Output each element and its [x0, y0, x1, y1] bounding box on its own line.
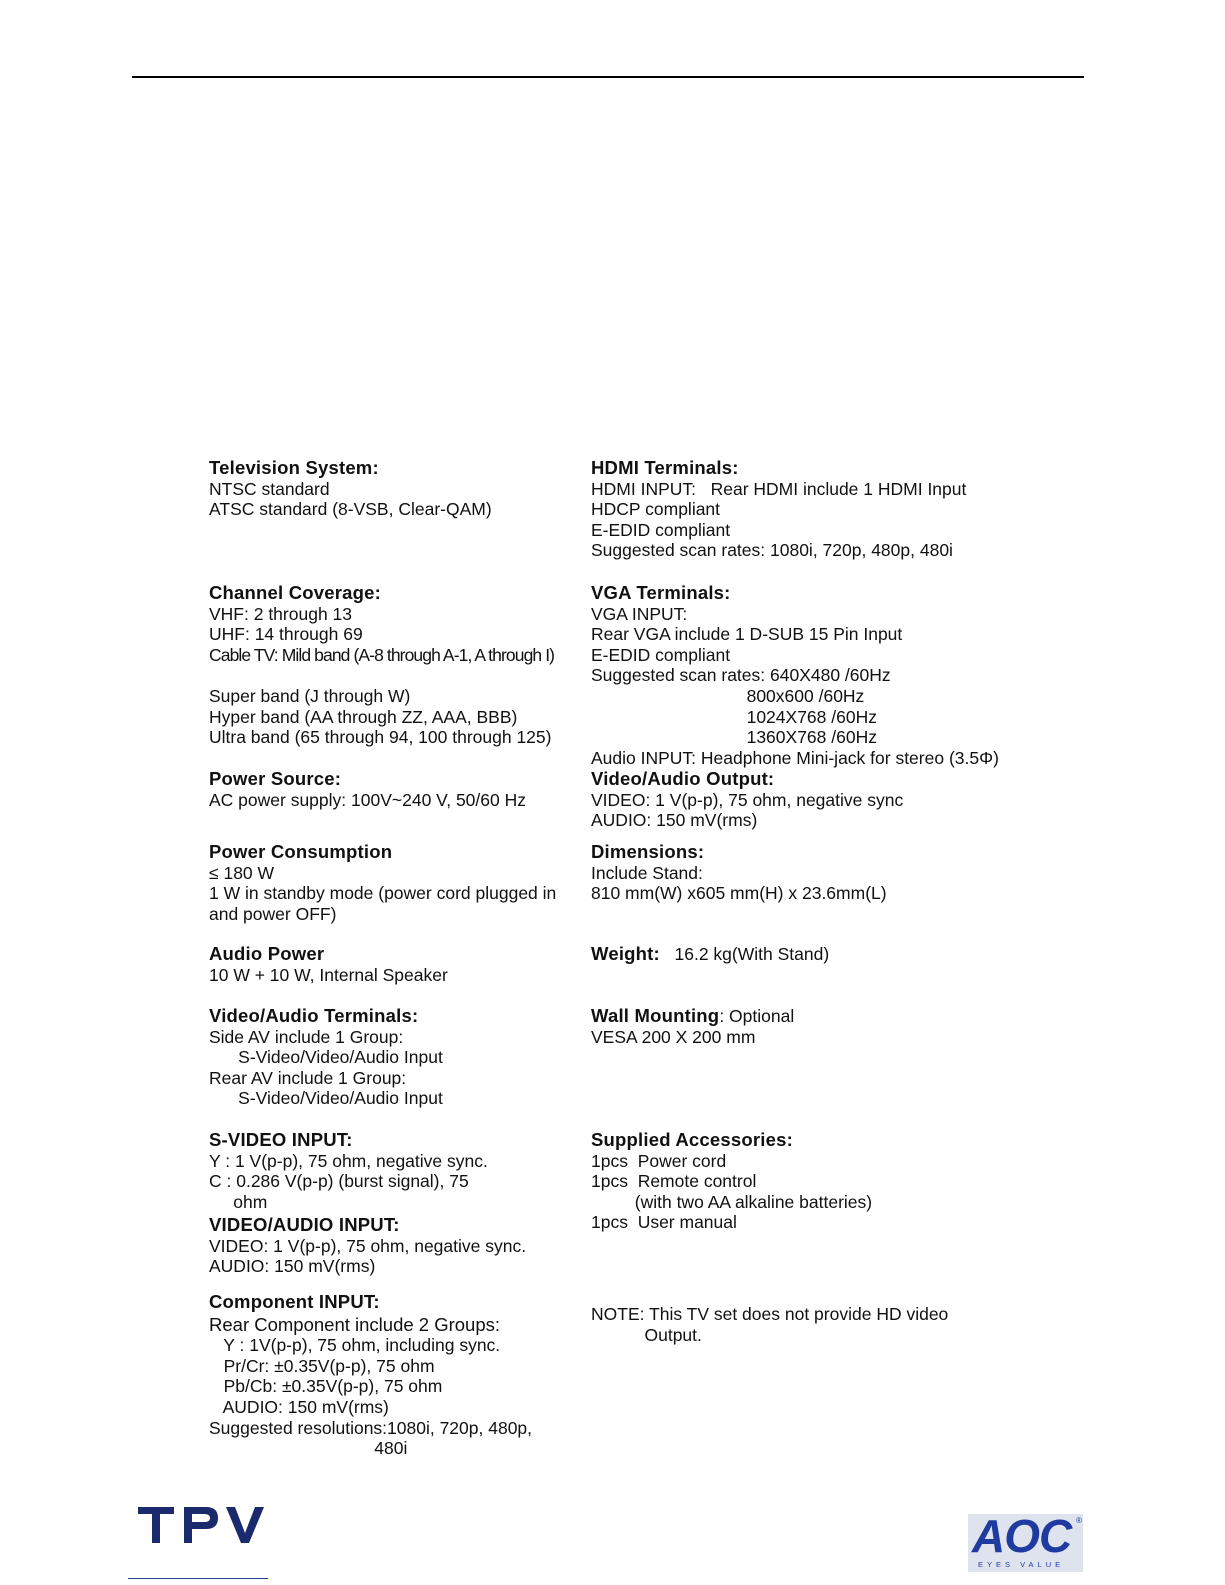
spec-line: Cable TV: Mild band (A-8 through A-1, A through I) [209, 644, 555, 665]
spec-line: AUDIO: 150 mV(rms) [209, 1256, 376, 1277]
dimensions-section [591, 842, 1091, 904]
spec-line: Pr/Cr: ±0.35V(p-p), 75 ohm [209, 1355, 435, 1376]
note-section [591, 1304, 1091, 1345]
spec-line: AC power supply: 100V~240 V, 50/60 Hz [209, 789, 526, 810]
spec-line: VIDEO: 1 V(p-p), 75 ohm, negative sync [591, 789, 904, 810]
spec-line: HDCP compliant [591, 499, 721, 520]
spec-line: 810 mm(W) x605 mm(H) x 23.6mm(L) [591, 883, 887, 904]
wall-mounting-section [591, 1006, 1091, 1047]
video-audio-terminals-heading: Video/Audio Terminals: [209, 1005, 419, 1026]
note-line: Output. [591, 1324, 702, 1345]
spec-line: 1pcs User manual [591, 1212, 737, 1233]
television-system-section [209, 458, 589, 520]
spec-line: (with two AA alkaline batteries) [591, 1191, 873, 1212]
spec-line: VIDEO: 1 V(p-p), 75 ohm, negative sync. [209, 1235, 527, 1256]
note-line: NOTE: This TV set does not provide HD video [591, 1304, 949, 1324]
spec-line: 1pcs Power cord [591, 1150, 727, 1171]
s-video-input-heading: S-VIDEO INPUT: [209, 1129, 353, 1150]
spec-line: 1pcs Remote control [591, 1171, 757, 1192]
spec-line: NTSC standard [209, 478, 330, 499]
spec-line: Rear Component include 2 Groups: [209, 1313, 501, 1335]
spec-line: S-Video/Video/Audio Input [209, 1047, 443, 1068]
spec-line: VHF: 2 through 13 [209, 603, 352, 624]
supplied-accessories-section [591, 1130, 1091, 1233]
spec-line: ATSC standard (8-VSB, Clear-QAM) [209, 499, 492, 520]
spec-line: Hyper band (AA through ZZ, AAA, BBB) [209, 706, 518, 727]
spec-line: Side AV include 1 Group: [209, 1026, 404, 1047]
spec-line: 1360X768 /60Hz [591, 727, 877, 748]
spec-line: E-EDID compliant [591, 644, 731, 665]
spec-line: 1 W in standby mode (power cord plugged in [209, 883, 557, 904]
spec-line: Y : 1V(p-p), 75 ohm, including sync. [209, 1335, 501, 1356]
spec-line: HDMI INPUT: Rear HDMI include 1 HDMI Input [591, 478, 967, 499]
video-audio-input-heading: VIDEO/AUDIO INPUT: [209, 1214, 400, 1235]
dimensions-heading: Dimensions: [591, 841, 705, 862]
spec-line: Suggested scan rates: 1080i, 720p, 480p, 480i [591, 540, 953, 561]
spec-line: Ultra band (65 through 94, 100 through 125) [209, 727, 552, 748]
power-source-heading: Power Source: [209, 768, 342, 789]
video-audio-input-section [209, 1215, 589, 1277]
tpv-logo [138, 1505, 268, 1549]
spec-line: Super band (J through W) [209, 685, 411, 706]
power-consumption-section [209, 842, 589, 924]
spec-line: AUDIO: 150 mV(rms) [209, 1396, 389, 1417]
spec-line: E-EDID compliant [591, 519, 731, 540]
video-audio-terminals-section [209, 1006, 589, 1109]
spec-line: ohm [209, 1191, 268, 1212]
hdmi-terminals-heading: HDMI Terminals: [591, 457, 739, 478]
tpv-underline [128, 1578, 268, 1579]
registered-mark: ® [1076, 1516, 1082, 1525]
weight-value: 16.2 kg(With Stand) [674, 944, 830, 964]
component-input-section [209, 1292, 589, 1459]
spec-line: Suggested resolutions:1080i, 720p, 480p, [209, 1417, 533, 1438]
spec-line: Pb/Cb: ±0.35V(p-p), 75 ohm [209, 1376, 443, 1397]
channel-coverage-section [209, 583, 589, 748]
power-consumption-heading: Power Consumption [209, 841, 393, 862]
spec-line: Audio INPUT: Headphone Mini-jack for stereo (3.5Φ) [591, 747, 999, 768]
channel-coverage-heading: Channel Coverage: [209, 582, 381, 603]
spec-line: VGA INPUT: [591, 603, 688, 624]
spec-line: VESA 200 X 200 mm [591, 1026, 756, 1047]
spec-line: 480i [209, 1438, 408, 1459]
spec-line: ≤ 180 W [209, 862, 275, 883]
spec-line: Include Stand: [591, 862, 703, 883]
spec-line: Rear AV include 1 Group: [209, 1067, 407, 1088]
spec-line [209, 665, 589, 686]
vga-terminals-heading: VGA Terminals: [591, 582, 731, 603]
spec-line: Y : 1 V(p-p), 75 ohm, negative sync. [209, 1150, 488, 1171]
wall-mounting-value: : Optional [719, 1006, 795, 1026]
spec-line: AUDIO: 150 mV(rms) [591, 810, 758, 831]
top-rule [132, 76, 1084, 78]
weight-heading: Weight: [591, 943, 660, 964]
spec-line: 1024X768 /60Hz [591, 706, 877, 727]
spec-line: UHF: 14 through 69 [209, 624, 363, 645]
spec-line: 800x600 /60Hz [591, 685, 865, 706]
aoc-logo: AOC [972, 1510, 1072, 1562]
spec-line: Rear VGA include 1 D-SUB 15 Pin Input [591, 624, 903, 645]
s-video-input-section [209, 1130, 589, 1212]
hdmi-terminals-section [591, 458, 1091, 561]
television-system-heading: Television System: [209, 457, 379, 478]
video-audio-output-heading: Video/Audio Output: [591, 768, 775, 789]
spec-line: C : 0.286 V(p-p) (burst signal), 75 [209, 1171, 469, 1192]
spec-line: Suggested scan rates: 640X480 /60Hz [591, 665, 891, 686]
spec-line: 10 W + 10 W, Internal Speaker [209, 964, 448, 985]
audio-power-heading: Audio Power [209, 943, 325, 964]
wall-mounting-heading: Wall Mounting [591, 1005, 720, 1026]
component-input-heading: Component INPUT: [209, 1291, 380, 1312]
spec-line: S-Video/Video/Audio Input [209, 1088, 443, 1109]
aoc-tagline: EYES VALUE [978, 1560, 1065, 1569]
supplied-accessories-heading: Supplied Accessories: [591, 1129, 793, 1150]
audio-power-section [209, 944, 589, 985]
weight-section [591, 944, 1091, 965]
spec-line: and power OFF) [209, 903, 337, 924]
video-audio-output-section [591, 769, 1091, 831]
power-source-section [209, 769, 589, 810]
vga-terminals-section [591, 583, 1091, 768]
